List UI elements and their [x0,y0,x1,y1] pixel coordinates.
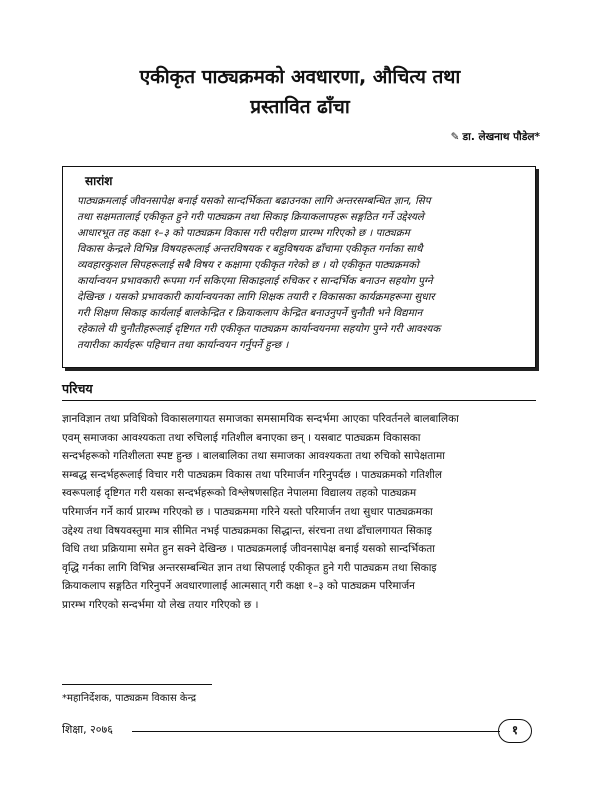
abstract-line: कार्यान्वयन प्रभावकारी रूपमा गर्न सकिएमा सिकाइलाई रुचिकर र सान्दर्भिक बनाउन सहयोग पुग्ने [77,275,433,287]
footnote: *महानिर्देशक, पाठ्यक्रम विकास केन्द्र [62,693,197,704]
journal-name: शिक्षा, २०७६ [62,723,113,736]
abstract-line: आधारभूत तह कक्षा १–३ को पाठ्यक्रम विकास गरी परीक्षण प्रारम्भ गरिएको छ । पाठ्यक्रम [77,227,410,239]
paragraph-line: विधि तथा प्रक्रियामा समेत हुन सक्ने देखिन्छ । पाठ्यक्रमलाई जीवनसापेक्ष बनाई यसको सान्दर्भिकता [62,543,435,556]
abstract-line: तयारीका कार्यहरू पहिचान तथा कार्यान्वयन गर्नुपर्ने हुन्छ । [77,339,289,351]
abstract-line: पाठ्यक्रमलाई जीवनसापेक्ष बनाई यसको सान्दर्भिकता बढाउनका लागि अन्तरसम्बन्धित ज्ञान, सिप [77,195,431,207]
abstract-line: विकास केन्द्रले विभिन्न विषयहरूलाई अन्तरविषयक र बहुविषयक ढाँचामा एकीकृत गर्नाका साथै [77,243,423,255]
abstract-line: देखिन्छ । यसको प्रभावकारी कार्यान्वयनका लागि शिक्षक तयारी र विकासका कार्यक्रमहरूमा सुधार [77,291,435,303]
intro-heading: परिचय [62,381,93,396]
intro-paragraph [62,410,542,615]
title-line-2: प्रस्तावित ढाँचा [250,96,350,118]
abstract-heading: सारांश [85,174,113,188]
footnote-divider [62,684,212,685]
footer-divider [132,731,500,732]
abstract-line: रहेकाले यी चुनौतीहरूलाई दृष्टिगत गरी एकीकृत पाठ्यक्रम कार्यान्वयनमा सहयोग पुग्ने गरी आवश्यक [77,323,441,335]
paragraph-line: सम्बद्ध सन्दर्भहरूलाई विचार गरी पाठ्यक्रम विकास तथा परिमार्जन गरिनुपर्दछ । पाठ्यक्रमको गतिशील [62,468,443,481]
abstract-text [77,193,521,353]
paragraph-line: ज्ञानविज्ञान तथा प्रविधिको विकासलगायत समाजका समसामयिक सन्दर्भमा आएका परिवर्तनले बालबालिका [62,413,459,425]
pen-icon: ✎ [450,131,460,143]
paragraph-line: वृद्धि गर्नका लागि विभिन्न अन्तरसम्बन्धित ज्ञान तथा सिपलाई एकीकृत हुने गरी पाठ्यक्रम तथा सिकाइ [62,561,437,574]
paragraph-line: उद्देश्य तथा विषयवस्तुमा मात्र सीमित नभई पाठ्यक्रमका सिद्धान्त, संरचना तथा ढाँचालगायत सिकाइ [62,524,432,537]
abstract-box [62,166,536,368]
author-byline [451,130,540,144]
title-line-1: एकीकृत पाठ्यक्रमको अवधारणा, औचित्य तथा [139,66,461,88]
abstract-line: व्यवहारकुशल सिपहरूलाई सबै विषय र कक्षामा एकीकृत गरेको छ । यो एकीकृत पाठ्यक्रमको [77,259,419,271]
article-title [0,62,600,122]
paragraph-line: परिमार्जन गर्ने कार्य प्रारम्भ गरिएको छ । पाठ्यक्रममा गरिने यस्तो परिमार्जन तथा सुधार पाठ्यक्रमका [62,505,433,518]
page-number: १ [498,719,532,743]
author-name: डा. लेखनाथ पौडेल* [462,131,540,143]
abstract-line: तथा सक्षमतालाई एकीकृत हुने गरी पाठ्यक्रम तथा सिकाइ क्रियाकलापहरू सङ्गठित गर्ने उद्देश्यले [77,211,424,223]
paragraph-line: प्रारम्भ गरिएको सन्दर्भमा यो लेख तयार गरिएको छ । [62,598,259,611]
paragraph-line: स्वरूपलाई दृष्टिगत गरी यसका सन्दर्भहरूको विश्लेषणसहित नेपालमा विद्यालय तहको पाठ्यक्रम [62,487,417,500]
paragraph-line: एवम् समाजका आवश्यकता तथा रुचिलाई गतिशील बनाएका छन् । यसबाट पाठ्यक्रम विकासका [62,431,421,444]
section-divider [62,400,536,401]
paragraph-line: क्रियाकलाप सङ्गठित गरिनुपर्ने अवधारणालाई आत्मसात् गरी कक्षा १–३ को पाठ्यक्रम परिमार्जन [62,580,415,593]
paragraph-line: सन्दर्भहरूको गतिशीलता स्पष्ट हुन्छ । बालबालिका तथा समाजका आवश्यकता तथा रुचिको सापेक्षतामा [62,450,445,463]
abstract-line: गरी शिक्षण सिकाइ कार्यलाई बालकेन्द्रित र क्रियाकलाप केन्द्रित बनाउनुपर्ने चुनौती भने विद्यमान [77,307,423,319]
